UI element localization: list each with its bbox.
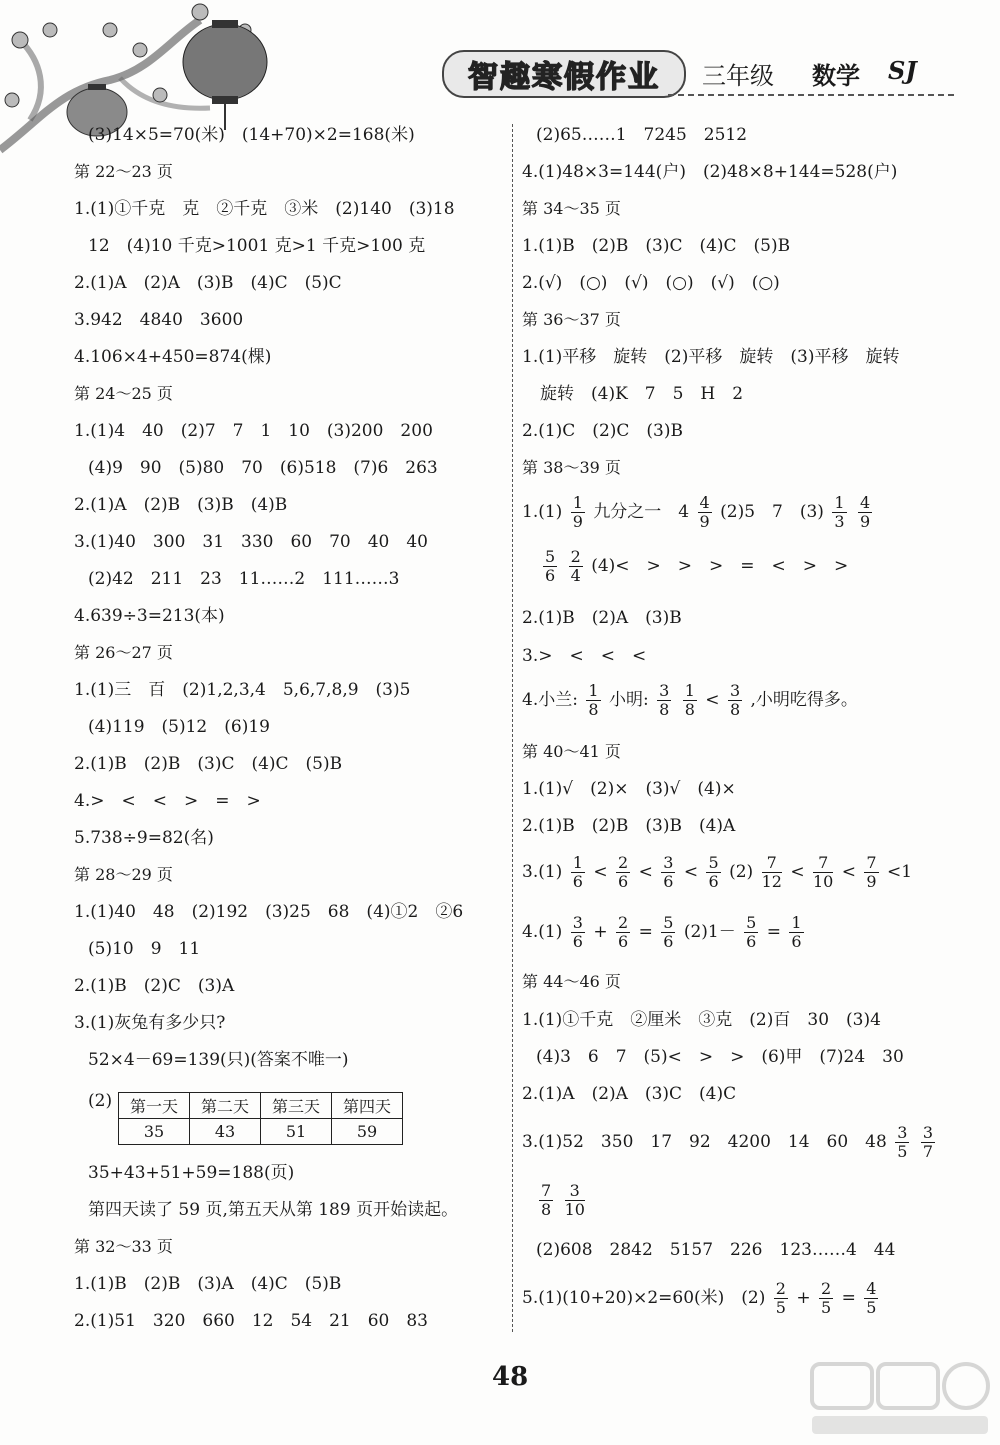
numerator: 7: [866, 853, 877, 872]
answer-line: 4.> < < > = >: [74, 791, 261, 811]
answer-line: 3.> < < <: [522, 646, 647, 666]
denominator: 8: [729, 700, 741, 719]
fraction: [789, 914, 803, 951]
numerator: 1: [684, 681, 695, 700]
answer-text: 3.(1)52 350 17 92 4200 14 60 48: [522, 1132, 887, 1152]
answer-line: [536, 1182, 588, 1219]
operator: <: [790, 862, 805, 882]
denominator: 6: [663, 872, 674, 891]
answer-line: [522, 1280, 881, 1317]
answer-line: 1.(1)三 百 (2)1,2,3,4 5,6,7,8,9 (3)5: [74, 680, 411, 700]
answer-line: 5.738÷9=82(名): [74, 828, 214, 848]
fraction: [858, 494, 872, 531]
page-heading: 第 38～39 页: [522, 458, 621, 477]
numerator: 1: [834, 493, 845, 512]
denominator: 5: [897, 1142, 908, 1161]
denominator: 6: [617, 932, 629, 951]
answer-text: 小明:: [608, 690, 649, 710]
answer-line: (2)65……1 7245 2512: [536, 125, 748, 145]
answer-line: 第四天读了 59 页,第五天从第 189 页开始读起。: [88, 1200, 459, 1220]
denominator: 4: [570, 566, 581, 585]
fraction: [661, 914, 675, 951]
fraction: [728, 682, 742, 719]
denominator: 5: [821, 1298, 832, 1317]
fraction: [921, 1124, 935, 1161]
answer-line: (4)119 (5)12 (6)19: [88, 717, 270, 737]
numerator: 7: [813, 854, 833, 873]
numerator: 3: [572, 913, 583, 932]
table-row: [119, 1119, 403, 1145]
table-header-cell: 第三天: [261, 1093, 332, 1119]
answer-line: 2.(1)B (2)A (3)B: [522, 608, 682, 628]
answer-line: (5)10 9 11: [88, 939, 201, 959]
denominator: 6: [746, 932, 757, 951]
answer-text: ,小明吃得多。: [750, 690, 858, 710]
table-header-cell: 第二天: [190, 1093, 261, 1119]
answer-line: 2.(1)A (2)A (3)B (4)C (5)C: [74, 273, 342, 293]
numerator: 4: [866, 1279, 877, 1298]
numerator: 3: [922, 1123, 933, 1142]
denominator: 5: [866, 1298, 877, 1317]
answer-text: 4.小兰:: [522, 690, 578, 710]
page-number: 48: [492, 1362, 529, 1392]
numerator: 2: [570, 547, 581, 566]
answer-line: 1.(1)①千克 克 ②千克 ③米 (2)140 (3)18: [74, 199, 455, 219]
table-cell: 43: [190, 1119, 261, 1145]
answer-line: (4)3 6 7 (5)< > > (6)甲 (7)24 30: [536, 1047, 904, 1067]
answer-line: 2.(1)A (2)A (3)C (4)C: [522, 1084, 737, 1104]
denominator: 12: [761, 872, 782, 891]
answer-line: (2): [88, 1091, 113, 1111]
operator: <: [841, 862, 856, 882]
fraction: [819, 1280, 833, 1317]
fraction: [864, 1280, 878, 1317]
numerator: 1: [572, 853, 583, 872]
fraction: [864, 854, 878, 891]
page-heading: 第 24～25 页: [74, 384, 173, 403]
denominator: 9: [572, 512, 583, 531]
fraction: [813, 854, 833, 891]
answer-line: [540, 548, 848, 585]
answer-line: (4)9 90 (5)80 70 (6)518 (7)6 263: [88, 458, 438, 478]
answer-line: 1.(1)平移 旋转 (2)平移 旋转 (3)平移 旋转: [522, 347, 900, 367]
page-heading: 第 22～23 页: [74, 162, 173, 181]
numerator: 3: [659, 681, 670, 700]
fraction: [571, 494, 585, 531]
answer-line: 1.(1)B (2)B (3)A (4)C (5)B: [74, 1274, 342, 1294]
fraction: [616, 914, 630, 951]
fraction: [586, 682, 600, 719]
denominator: 8: [684, 700, 695, 719]
fraction: [571, 854, 585, 891]
answer-line: 35+43+51+59=188(页): [88, 1163, 295, 1183]
table-cell: 51: [261, 1119, 332, 1145]
operator: <: [593, 862, 608, 882]
fraction: [569, 548, 583, 585]
denominator: 6: [663, 932, 674, 951]
watermark-logo: [808, 1360, 993, 1438]
answer-text: <1: [887, 862, 913, 882]
fraction: [661, 854, 675, 891]
numerator: 1: [588, 681, 599, 700]
denominator: 9: [866, 872, 877, 891]
answer-line: 1.(1)√ (2)× (3)√ (4)×: [522, 779, 736, 799]
answer-line: (3)14×5=70(米) (14+70)×2=168(米): [88, 125, 415, 145]
operator: =: [638, 922, 653, 942]
answer-line: 3.942 4840 3600: [74, 310, 244, 330]
column-divider: [512, 124, 513, 1332]
table-header-cell: 第四天: [332, 1093, 403, 1119]
operator: <: [683, 862, 699, 882]
numerator: 2: [617, 913, 629, 932]
answer-text: 4.(1): [522, 922, 563, 942]
denominator: 6: [545, 566, 556, 585]
fraction: [895, 1124, 909, 1161]
answer-line: 12 (4)10 千克>1001 克>1 千克>100 克: [88, 236, 426, 256]
answer-line: 3.(1)40 300 31 330 60 70 40 40: [74, 532, 428, 552]
answer-text: (2): [729, 862, 754, 882]
fraction: [616, 854, 630, 891]
answer-line: 2.(1)C (2)C (3)B: [522, 421, 683, 441]
answer-line: 52×4－69=139(只)(答案不唯一): [88, 1050, 349, 1070]
operator: <: [638, 862, 653, 882]
operator: =: [766, 922, 781, 942]
page-heading: 第 36～37 页: [522, 310, 621, 329]
answer-line: 2.(1)B (2)B (3)C (4)C (5)B: [74, 754, 343, 774]
denominator: 10: [812, 872, 834, 891]
subject-label: 数学: [812, 62, 860, 90]
numerator: 5: [545, 547, 556, 566]
page-heading: 第 44～46 页: [522, 972, 621, 991]
answer-line: 1.(1)①千克 ②厘米 ③克 (2)百 30 (3)4: [522, 1010, 881, 1030]
fraction: [539, 1182, 553, 1219]
operator: =: [841, 1288, 856, 1308]
answer-line: 2.(√) (○) (√) (○) (√) (○): [522, 273, 780, 293]
answer-line: 2.(1)B (2)B (3)B (4)A: [522, 816, 736, 836]
fraction: [683, 682, 697, 719]
book-title: 智趣寒假作业: [442, 50, 686, 98]
fraction: [744, 914, 758, 951]
header-rule: [668, 94, 954, 96]
numerator: 3: [729, 681, 741, 700]
denominator: 8: [588, 700, 599, 719]
fraction: [565, 1182, 585, 1219]
reading-days-table: [118, 1092, 403, 1145]
denominator: 5: [775, 1298, 786, 1317]
answer-line: 1.(1)4 40 (2)7 7 1 10 (3)200 200: [74, 421, 433, 441]
denominator: 6: [617, 872, 629, 891]
numerator: 1: [572, 493, 583, 512]
page-heading: 第 32～33 页: [74, 1237, 173, 1256]
answer-line: 1.(1)40 48 (2)192 (3)25 68 (4)①2 ②6: [74, 902, 464, 922]
answer-line: [522, 914, 807, 951]
operator: +: [593, 922, 608, 942]
fraction: [543, 548, 557, 585]
fraction: [698, 494, 712, 531]
numerator: 2: [617, 853, 629, 872]
fraction: [762, 854, 782, 891]
answer-line: 4.(1)48×3=144(户) (2)48×8+144=528(户): [522, 162, 898, 182]
table-cell: 35: [119, 1119, 190, 1145]
numerator: 3: [897, 1123, 908, 1142]
denominator: 7: [922, 1142, 933, 1161]
operator: +: [796, 1288, 811, 1308]
edition-code: SJ: [888, 56, 917, 85]
answer-line: (2)608 2842 5157 226 123……4 44: [536, 1240, 896, 1260]
numerator: 3: [663, 853, 674, 872]
table-cell: 59: [332, 1119, 403, 1145]
fraction: [571, 914, 585, 951]
answer-line: [522, 1124, 938, 1161]
denominator: 8: [659, 700, 670, 719]
fraction: [832, 494, 846, 531]
answer-line: 3.(1)灰兔有多少只?: [74, 1013, 226, 1033]
numerator: 4: [699, 493, 710, 512]
numerator: 5: [746, 913, 757, 932]
numerator: 5: [663, 913, 674, 932]
answer-text: (2)5 7 (3): [720, 502, 824, 522]
denominator: 9: [699, 512, 710, 531]
answer-line: 1.(1)B (2)B (3)C (4)C (5)B: [522, 236, 791, 256]
denominator: 6: [572, 872, 583, 891]
denominator: 9: [859, 512, 871, 531]
table-header-cell: 第一天: [119, 1093, 190, 1119]
denominator: 6: [572, 932, 583, 951]
page-heading: 第 26～27 页: [74, 643, 173, 662]
answer-line: 2.(1)51 320 660 12 54 21 60 83: [74, 1311, 428, 1331]
numerator: 5: [708, 853, 719, 872]
denominator: 6: [791, 932, 802, 951]
fraction: [657, 682, 671, 719]
table-row: [119, 1093, 403, 1119]
numerator: 7: [541, 1181, 552, 1200]
numerator: 1: [791, 913, 802, 932]
answer-line: [522, 682, 858, 719]
denominator: 10: [564, 1200, 585, 1219]
page-heading: 第 28～29 页: [74, 865, 173, 884]
denominator: 3: [834, 512, 845, 531]
answer-text: 九分之一 4: [593, 502, 690, 522]
denominator: 8: [541, 1200, 552, 1219]
answer-line: [522, 854, 912, 891]
numerator: 4: [859, 493, 871, 512]
numerator: 2: [821, 1279, 832, 1298]
answer-text: 1.(1): [522, 502, 563, 522]
fraction: [706, 854, 720, 891]
denominator: 6: [708, 872, 719, 891]
fraction: [774, 1280, 788, 1317]
page-heading: 第 34～35 页: [522, 199, 621, 218]
grade-label: 三年级: [702, 62, 774, 90]
answer-line: 4.639÷3=213(本): [74, 606, 225, 626]
numerator: 2: [775, 1279, 786, 1298]
answer-text: 3.(1): [522, 862, 563, 882]
numerator: 3: [565, 1182, 585, 1201]
answer-line: 4.106×4+450=874(棵): [74, 347, 272, 367]
answer-line: (2)42 211 23 11……2 111……3: [88, 569, 400, 589]
answer-text: (4)< > > > = < > >: [591, 556, 849, 576]
answer-line: 2.(1)A (2)B (3)B (4)B: [74, 495, 288, 515]
operator: <: [705, 690, 720, 710]
answer-line: 2.(1)B (2)C (3)A: [74, 976, 235, 996]
numerator: 7: [762, 854, 782, 873]
answer-line: 旋转 (4)K 7 5 H 2: [540, 384, 744, 404]
answer-text: (2)1－: [683, 922, 736, 942]
answer-text: 5.(1)(10+20)×2=60(米) (2): [522, 1288, 766, 1308]
page-heading: 第 40～41 页: [522, 742, 621, 761]
answer-line: [522, 494, 875, 531]
